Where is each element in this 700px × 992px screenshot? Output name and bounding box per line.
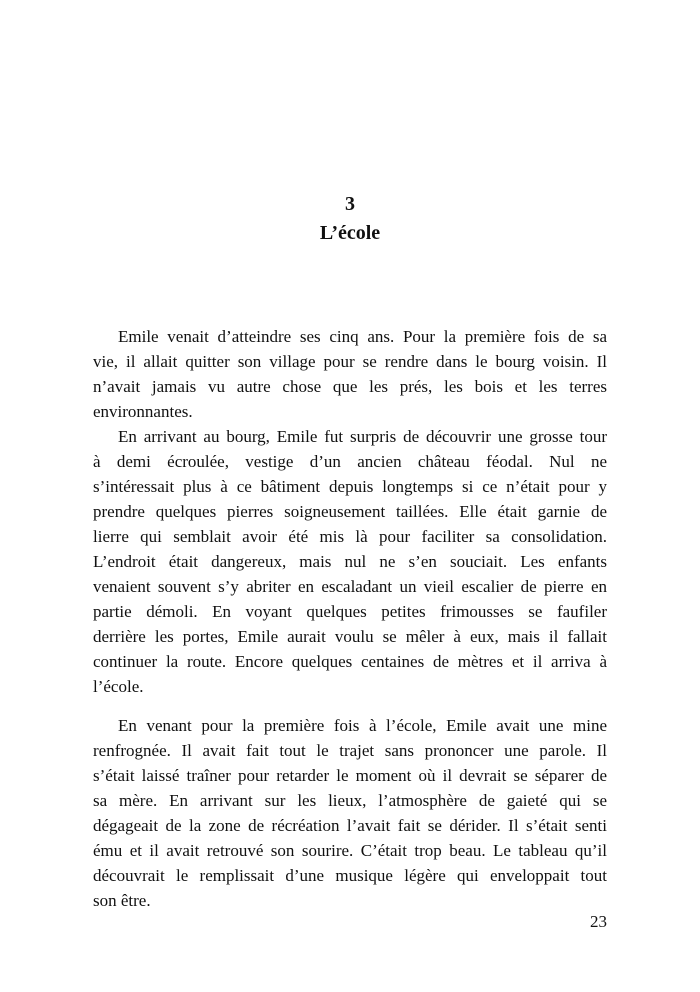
text-line: derrière les portes, Emile aurait voulu se mêler à eux, mais il fallait	[93, 627, 607, 646]
text-line: dégageait de la zone de récréation l’avait fait se dérider. Il s’était senti	[93, 816, 607, 835]
chapter-title: L’école	[319, 222, 381, 244]
text-line: s’intéressait plus à ce bâtiment depuis longtemps si ce n’était pour y	[93, 477, 607, 496]
text-line: L’endroit était dangereux, mais nul ne s’en souciait. Les enfants	[93, 552, 607, 571]
paragraph	[93, 713, 607, 913]
text-line: En arrivant au bourg, Emile fut surpris de découvrir une grosse tour	[118, 427, 607, 446]
text-line: Emile venait d’atteindre ses cinq ans. Pour la première fois de sa	[118, 327, 607, 346]
text-line: En venant pour la première fois à l’école, Emile avait une mine	[118, 716, 607, 735]
text-line: sa mère. En arrivant sur les lieux, l’atmosphère de gaieté qui se	[93, 791, 607, 810]
text-line: continuer la route. Encore quelques centaines de mètres et il arriva à	[93, 652, 607, 671]
text-line: à demi écroulée, vestige d’un ancien château féodal. Nul ne	[93, 452, 607, 471]
text-line: venaient souvent s’y abriter en escaladant un vieil escalier de pierre en	[93, 577, 607, 596]
text-line: son être.	[93, 891, 151, 910]
page-number: 23	[590, 912, 607, 931]
text-line: lierre qui semblait avoir été mis là pour faciliter sa consolidation.	[93, 527, 607, 546]
chapter-heading	[93, 190, 607, 248]
text-line: prendre quelques pierres soigneusement taillées. Elle était garnie de	[93, 502, 607, 521]
text-line: partie démoli. En voyant quelques petites frimousses se faufiler	[93, 602, 607, 621]
text-line: renfrognée. Il avait fait tout le trajet sans prononcer une parole. Il	[93, 741, 607, 760]
text-line: ému et il avait retrouvé son sourire. C’était trop beau. Le tableau qu’il	[93, 841, 607, 860]
text-line: n’avait jamais vu autre chose que les prés, les bois et les terres	[93, 377, 607, 396]
text-line: s’était laissé traîner pour retarder le moment où il devrait se séparer de	[93, 766, 607, 785]
text-line: découvrait le remplissait d’une musique légère qui enveloppait tout	[93, 866, 607, 885]
paragraph	[93, 324, 607, 424]
text-body	[93, 324, 607, 913]
text-line: vie, il allait quitter son village pour se rendre dans le bourg voisin. Il	[93, 352, 607, 371]
text-line: environnantes.	[93, 402, 193, 421]
text-line: l’école.	[93, 677, 144, 696]
chapter-number: 3	[345, 193, 355, 215]
paragraph	[93, 424, 607, 699]
